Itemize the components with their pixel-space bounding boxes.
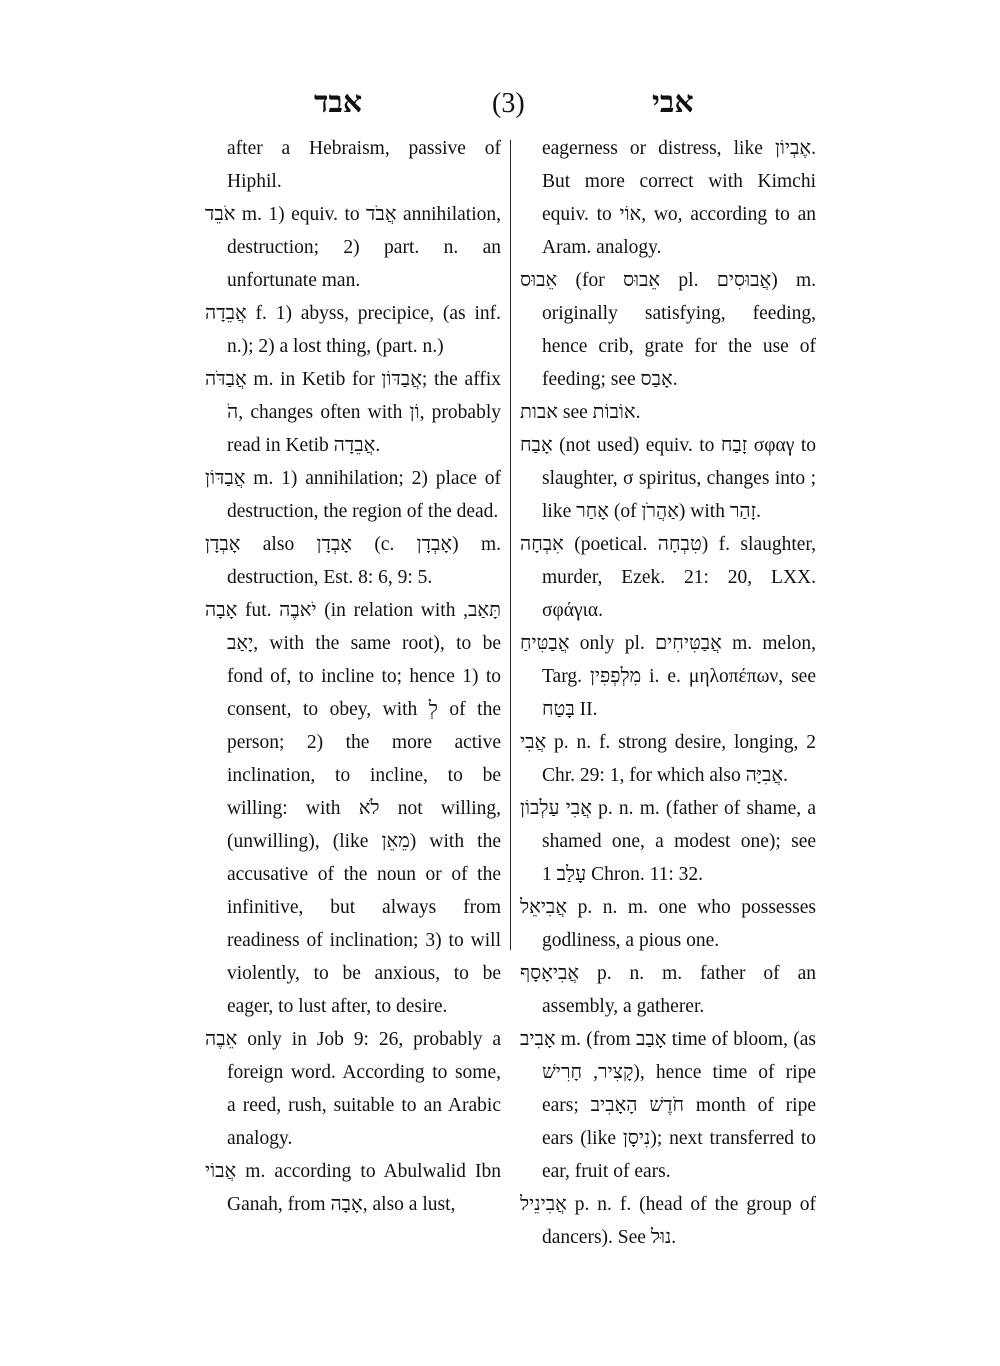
dictionary-entry: אֲבַדֹּה m. in Ketib for אֲבַדּוֹן; the affix הֹ, changes often with וֹן, probably read in Ketib אֲבֵדָה. bbox=[205, 369, 501, 456]
dictionary-entry: אֲבִיאָסָף p. n. m. father of an assembly, a gatherer. bbox=[520, 963, 816, 1017]
dictionary-entry: אֵבֶה only in Job 9: 26, probably a foreign word. According to some, a reed, rush, suitable to an Arabic analogy. bbox=[205, 1029, 501, 1149]
dictionary-entry: אֵבוּס (for אֵבוּס pl. אֲבוּסִים) m. originally satisfying, feeding, hence crib, grate for the use of feeding; see אָבַס. bbox=[520, 270, 816, 390]
header-right-guide-word: אבי bbox=[652, 86, 694, 119]
dictionary-entry: אָבָה fut. יֹאבֶה (in relation with תָּאַב, יָאַב, with the same root), to be fond of, to incline to; hence 1) to consent, to obey, with לְ of the person; 2) the more active inclination, to incline, to be willing: with לֹא not willing, (unwilling), (like מֵאֵן) with the accusative of the noun or of the infinitive, but always from readiness of inclination; 3) to will violently, to be anxious, to be eager, to lust after, to desire. bbox=[205, 600, 501, 1017]
dictionary-entry: אֲבִי p. n. f. strong desire, longing, 2 Chr. 29: 1, for which also אֲבִיָּה. bbox=[520, 732, 816, 786]
dictionary-entry: אֲבִיאֵל p. n. m. one who possesses godliness, a pious one. bbox=[520, 897, 816, 951]
dictionary-entry: after a Hebraism, passive of Hiphil. bbox=[227, 138, 501, 192]
dictionary-entry: אֲבַטִּיחַ only pl. אֲבַטִּיחִים m. melon, Targ. מִלְפְפִין i. e. μηλοπέπων, see בָּטַח II. bbox=[520, 633, 816, 720]
running-header bbox=[0, 86, 1000, 126]
column-divider bbox=[510, 140, 511, 950]
dictionary-entry: eagerness or distress, like אֶבְיוֹן. But more correct with Kimchi equiv. to אוֹי, wo, according to an Aram. analogy. bbox=[542, 138, 816, 258]
dictionary-entry: אֲבִינֵיל p. n. f. (head of the group of dancers). See נוּל. bbox=[520, 1194, 816, 1248]
dictionary-entry: אֲבַדּוֹן m. 1) annihilation; 2) place of destruction, the region of the dead. bbox=[205, 468, 501, 522]
dictionary-entry: אָבַח (not used) equiv. to זָבַח σφαγ to slaughter, σ spiritus, changes into ; like אָחַר (of אַהֲרֹן) with זָהַר. bbox=[520, 435, 816, 522]
dictionary-entry: אִבְחָה (poetical. טִבְחָה) f. slaughter, murder, Ezek. 21: 20, LXX. σφάγια. bbox=[520, 534, 817, 621]
right-column bbox=[520, 132, 816, 1254]
left-column bbox=[205, 132, 501, 1221]
dictionary-entry: אֲבִי עַלְבוֹן p. n. m. (father of shame, a shamed one, a modest one); see עָלַב 1 Chron. 11: 32. bbox=[520, 798, 816, 885]
dictionary-entry: אָבְדָן also אָבְדָן (c. אָבְדָן) m. destruction, Est. 8: 6, 9: 5. bbox=[205, 534, 501, 588]
page-number: (3) bbox=[492, 88, 525, 119]
dictionary-entry: אֲבוֹי m. according to Abulwalid Ibn Ganah, from אָבָה, also a lust, bbox=[205, 1161, 501, 1215]
dictionary-entry: אָבִיב m. (from אָבַב time of bloom, (as קָצִיר, חָרִישׁ), hence time of ripe ears; חֹדֶשׁ הָאָבִיב month of ripe ears (like נִיסָן); next transferred to ear, fruit of ears. bbox=[520, 1029, 816, 1182]
dictionary-entry: אֲבֵדָה f. 1) abyss, precipice, (as inf. n.); 2) a lost thing, (part. n.) bbox=[205, 303, 501, 357]
header-left-guide-word: אבד bbox=[314, 86, 363, 119]
dictionary-entry: אֹבֵד m. 1) equiv. to אֲבֹד annihilation, destruction; 2) part. n. an unfortunate man. bbox=[205, 204, 501, 291]
dictionary-entry: אבות see אוֹבוֹת. bbox=[520, 402, 641, 423]
